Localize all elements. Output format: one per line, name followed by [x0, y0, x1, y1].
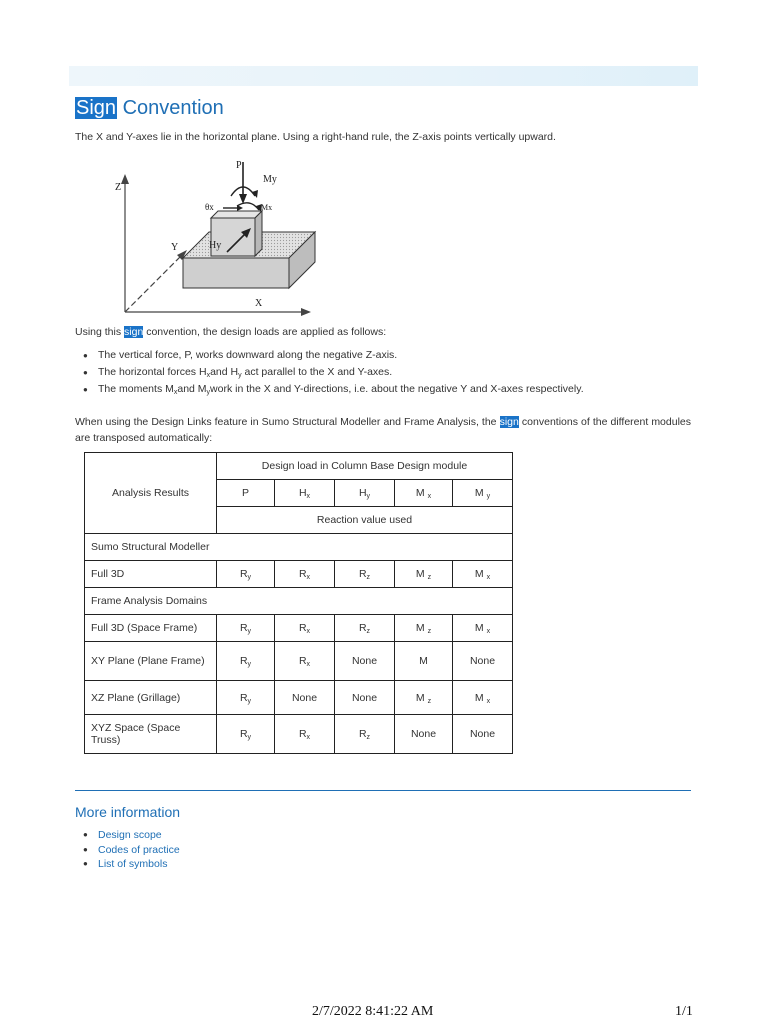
title-rest: Convention [117, 97, 224, 119]
table-cell: $R_x$ [275, 642, 335, 681]
table-cell: M $_y$ [453, 480, 513, 507]
section-row: Frame Analysis Domains [85, 588, 513, 615]
table-cell: $H_x$ [275, 480, 335, 507]
search-highlight: sign [499, 416, 519, 428]
table-cell: M $_x$ [453, 561, 513, 588]
table-cell: $R_y$ [217, 615, 275, 642]
table-row [85, 642, 513, 681]
table-cell: Full 3D (Space Frame) [85, 615, 217, 642]
section-row: Sumo Structural Modeller [85, 534, 513, 561]
table-cell: $R_y$ [217, 561, 275, 588]
slab-front [183, 258, 289, 288]
search-highlight: sign [124, 326, 144, 338]
link-item[interactable] [83, 857, 180, 872]
list-item: ● The vertical force, P, works downward along the negative Z-axis. [83, 347, 584, 364]
table-cell: P [217, 480, 275, 507]
table-row [85, 681, 513, 715]
label-p: P [236, 160, 242, 171]
table-cell: $R_y$ [217, 681, 275, 715]
sign-convention-table [84, 452, 513, 754]
table-cell: $R_x$ [275, 561, 335, 588]
title-highlight: Sign [76, 97, 117, 119]
table-cell: Full 3D [85, 561, 217, 588]
more-information-heading: More information [75, 804, 181, 820]
using-paragraph: Using this sign convention, the design loads are applied as follows: [75, 326, 387, 338]
table-cell: M $_z$ [395, 615, 453, 642]
list-item: ● The moments $M_xand$ $M_ywork$ in the X and Y-directions, i.e. about the negative Y and X-axes respectively. [83, 381, 584, 398]
table-cell: M [395, 642, 453, 681]
table-cell: $R_z$ [335, 715, 395, 754]
table-cell: None [335, 681, 395, 715]
table-cell: M $_x$ [453, 615, 513, 642]
table-cell: $H_y$ [335, 480, 395, 507]
table-row [85, 453, 513, 480]
analysis-results-header: Analysis Results [85, 453, 217, 534]
table-cell: XY Plane (Plane Frame) [85, 642, 217, 681]
header-band [69, 66, 698, 86]
table-cell: XZ Plane (Grillage) [85, 681, 217, 715]
table-cell: M $_z$ [395, 681, 453, 715]
table-cell: None [335, 642, 395, 681]
link-list-of-symbols[interactable]: List of symbols [98, 858, 168, 870]
divider [75, 790, 691, 791]
design-loads-list [83, 347, 584, 398]
page-title [75, 94, 224, 122]
list-item: ● The horizontal forces $H_xand$ $H_y$ act parallel to the X and Y-axes. [83, 364, 584, 381]
table-row [85, 561, 513, 588]
table-cell: M $_z$ [395, 561, 453, 588]
footer-date: 2/7/2022 8:41:22 AM [312, 1004, 434, 1019]
y-axis [125, 254, 183, 312]
table-cell: $R_x$ [275, 615, 335, 642]
footer-page-number: 1/1 [675, 1004, 693, 1019]
table-cell: None [275, 681, 335, 715]
intro-paragraph: The X and Y-axes lie in the horizontal plane. Using a right-hand rule, the Z-axis points vertically upward. [75, 131, 556, 143]
table-cell: M $_x$ [395, 480, 453, 507]
link-codes-of-practice[interactable]: Codes of practice [98, 843, 180, 856]
table-cell: $R_y$ [217, 715, 275, 754]
table-row [85, 534, 513, 561]
table-row [85, 588, 513, 615]
sign-convention-figure [105, 152, 345, 322]
label-z: Z [115, 182, 122, 193]
label-hy: Hy [209, 240, 222, 251]
link-item[interactable] [83, 828, 180, 843]
reaction-used-header: Reaction value used [217, 507, 513, 534]
design-load-header: Design load in Column Base Design module [217, 453, 513, 480]
table-cell: $R_x$ [275, 715, 335, 754]
table-cell: None [453, 715, 513, 754]
label-mx: Mx [261, 203, 273, 212]
axes-diagram [105, 152, 345, 322]
table-row [85, 615, 513, 642]
table-cell: $R_z$ [335, 561, 395, 588]
table-cell: XYZ Space (Space Truss) [85, 715, 217, 754]
design-links-paragraph: When using the Design Links feature in Sumo Structural Modeller and Frame Analysis, the sign conventions of the different modules are transposed automatically: [75, 416, 692, 444]
link-item[interactable] [83, 843, 180, 858]
label-y: Y [171, 242, 179, 253]
label-my: My [263, 174, 277, 185]
table-row [85, 715, 513, 754]
label-x: X [255, 298, 263, 309]
table-cell: $R_y$ [217, 642, 275, 681]
table-cell: None [453, 642, 513, 681]
label-thx: θx [205, 202, 214, 212]
link-design-scope[interactable]: Design scope [98, 829, 162, 841]
table-cell: $R_z$ [335, 615, 395, 642]
table-cell: None [395, 715, 453, 754]
table-cell: M $_x$ [453, 681, 513, 715]
more-information-links [83, 828, 180, 872]
